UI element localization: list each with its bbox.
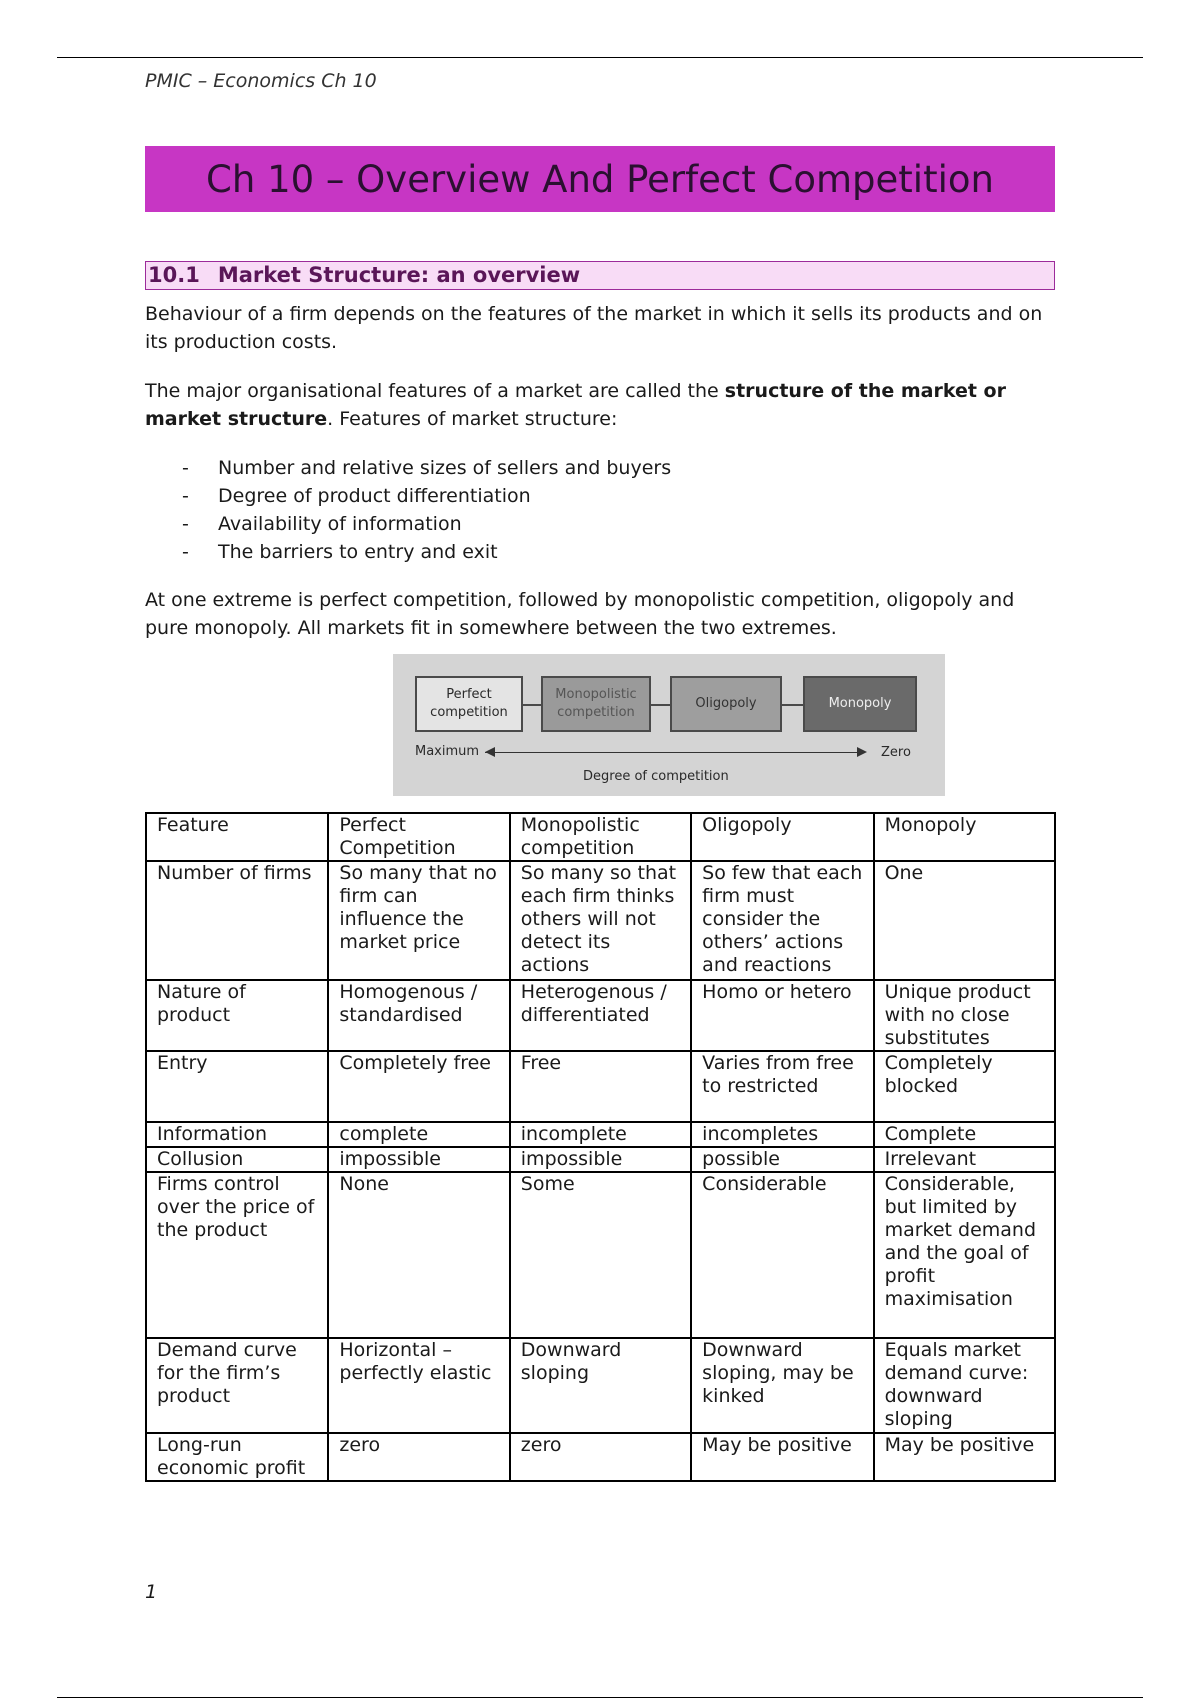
table-row [146,1051,1055,1122]
axis-label: Degree of competition [583,769,729,784]
table-cell: None [328,1172,509,1338]
table-cell: Considerable [691,1172,873,1338]
connector-line [782,704,803,706]
section-title: Market Structure: an overview [217,263,581,287]
table-cell: May be positive [874,1433,1055,1481]
list-item: - The barriers to entry and exit [182,541,498,563]
connector-line [651,704,670,706]
header-cell: Monopolistic competition [510,813,691,861]
bottom-rule [57,1697,1143,1698]
table-row [146,1433,1055,1481]
table-cell: zero [510,1433,691,1481]
top-rule [57,57,1143,58]
table-cell: zero [328,1433,509,1481]
table-row [146,980,1055,1051]
double-arrow-icon [485,752,865,753]
table-cell: Some [510,1172,691,1338]
table-cell: Demand curve for the firm’s product [146,1338,328,1433]
table-cell: incompletes [691,1122,873,1147]
page-number: 1 [145,1581,158,1603]
table-row [146,1338,1055,1433]
intro-paragraph: Behaviour of a firm depends on the features of the market in which it sells its products and on its production costs. [145,303,1043,353]
header-cell: Oligopoly [691,813,873,861]
table-row [146,1122,1055,1147]
table-row [146,861,1055,980]
table-cell: Complete [874,1122,1055,1147]
feature-list [145,454,671,566]
table-cell: Downward sloping, may be kinked [691,1338,873,1433]
table-cell: complete [328,1122,509,1147]
table-cell: So many so that each firm thinks others will not detect its actions [510,861,691,980]
monopoly-box: Monopoly [803,676,917,732]
maximum-label: Maximum [415,744,480,759]
table-cell: Horizontal – perfectly elastic [328,1338,509,1433]
table-cell: Varies from free to restricted [691,1051,873,1122]
table-cell: Number of firms [146,861,328,980]
table-cell: impossible [328,1147,509,1172]
structure-paragraph [145,377,1045,433]
table-cell: possible [691,1147,873,1172]
extremes-paragraph: At one extreme is perfect competition, followed by monopolistic competition, oligopoly and pure monopoly. All markets fit in somewhere between the two extremes. [145,589,1015,639]
competition-spectrum-diagram [393,654,945,796]
zero-label: Zero [881,745,911,760]
table-cell: Homo or hetero [691,980,873,1051]
table-cell: Irrelevant [874,1147,1055,1172]
header-cell: Monopoly [874,813,1055,861]
header-cell: Feature [146,813,328,861]
table-cell: One [874,861,1055,980]
table-cell: Completely free [328,1051,509,1122]
structure-paragraph-start: The major organisational features of a market are called the [145,380,725,402]
table-cell: May be positive [691,1433,873,1481]
structure-paragraph-end: . Features of market structure: [327,408,618,430]
table-cell: Entry [146,1051,328,1122]
running-header: PMIC – Economics Ch 10 [145,70,377,92]
table-cell: So few that each firm must consider the others’ actions and reactions [691,861,873,980]
table-cell: Free [510,1051,691,1122]
section-heading [145,261,1055,290]
table-cell: incomplete [510,1122,691,1147]
table-cell: So many that no firm can influence the market price [328,861,509,980]
table-cell: impossible [510,1147,691,1172]
list-item: - Number and relative sizes of sellers and buyers [182,457,672,479]
list-item: - Degree of product differentiation [182,485,531,507]
monopolistic-competition-box: Monopolistic competition [541,676,651,732]
perfect-competition-box: Perfect competition [415,676,523,732]
connector-line [523,704,541,706]
table-cell: Unique product with no close substitutes [874,980,1055,1051]
table-cell: Completely blocked [874,1051,1055,1122]
table-cell: Firms control over the price of the product [146,1172,328,1338]
table-header-row [146,813,1055,861]
table-cell: Equals market demand curve: downward sloping [874,1338,1055,1433]
market-structure-table [145,812,1056,1482]
table-cell: Nature of product [146,980,328,1051]
section-number: 10.1 [148,263,200,287]
table-row [146,1172,1055,1338]
table-cell: Long-run economic profit [146,1433,328,1481]
structure-term: structure of the market or market structure [145,380,1006,430]
table-cell: Considerable, but limited by market demand and the goal of profit maximisation [874,1172,1055,1338]
table-row [146,1147,1055,1172]
table-cell: Heterogenous / differentiated [510,980,691,1051]
list-item: - Availability of information [182,513,462,535]
table-cell: Collusion [146,1147,328,1172]
table-cell: Homogenous / standardised [328,980,509,1051]
chapter-title: Ch 10 – Overview And Perfect Competition [145,146,1055,212]
header-cell: Perfect Competition [328,813,509,861]
oligopoly-box: Oligopoly [670,676,782,732]
table-cell: Information [146,1122,328,1147]
table-cell: Downward sloping [510,1338,691,1433]
